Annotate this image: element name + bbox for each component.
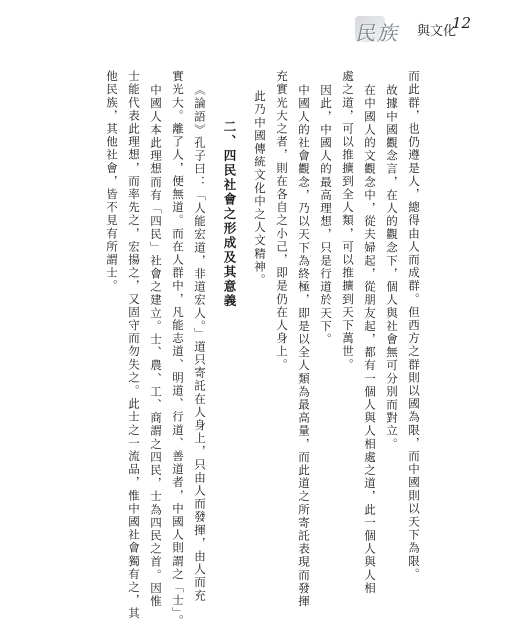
text-column: 在中國人的文觀念中，從夫婦起，從朋友起，都有一個人與人相處之道，此一個人與人相: [363, 84, 377, 595]
section-heading: 二、四民社會之形成及其意義: [222, 120, 237, 309]
text-column: 中國人的社會觀念，乃以天下為終極，即是以全人類為最高量，而此道之所寄託表現而發揮: [297, 84, 311, 608]
text-column: 中國人本此理想而有「四民」社會之建立。士、農、工、商謂之四民，士為四民之首。因惟: [149, 84, 163, 608]
logo-text: 民族: [354, 21, 404, 45]
page-header: [355, 14, 456, 44]
text-column: 實光大。離了人，便無道。而在人群中，凡能志道、明道、行道、善道者，中國人則謂之「士」。: [171, 70, 185, 628]
book-logo: [355, 14, 413, 44]
text-column: 故據中國觀念言，在人的觀念下，個人與社會無可分別而對立。: [385, 84, 399, 451]
page-number: 12: [452, 14, 472, 32]
text-column: 而此群，也仍遵是人，總得由人而成群。但西方之群則以國為限，而中國則以天下為限。: [407, 70, 421, 581]
text-column: 他民族，其他社會，皆不見有所謂士。: [105, 70, 119, 293]
text-column: 此乃中國傳統文化中之人文精神。: [253, 90, 267, 287]
text-column: 因此，中國人的最高理想，只是行道於天下。: [319, 84, 333, 346]
text-column: 充實光大之者，則在各自之小己，即是仍在人身上。: [275, 70, 289, 372]
text-column: 《論語》孔子曰：「人能宏道，非道宏人。」道只寄託在人身上，只由人而發揮，由人而充: [193, 84, 207, 603]
text-column: 處之道，可以推擴到全人類，可以推擴到天下萬世。: [341, 70, 355, 372]
running-title: 與文化: [417, 23, 457, 39]
text-column: 士能代表此理想，而率先之，宏揚之，又固守而勿失之。此士之一流品，惟中國社會獨有之，其: [127, 70, 141, 621]
